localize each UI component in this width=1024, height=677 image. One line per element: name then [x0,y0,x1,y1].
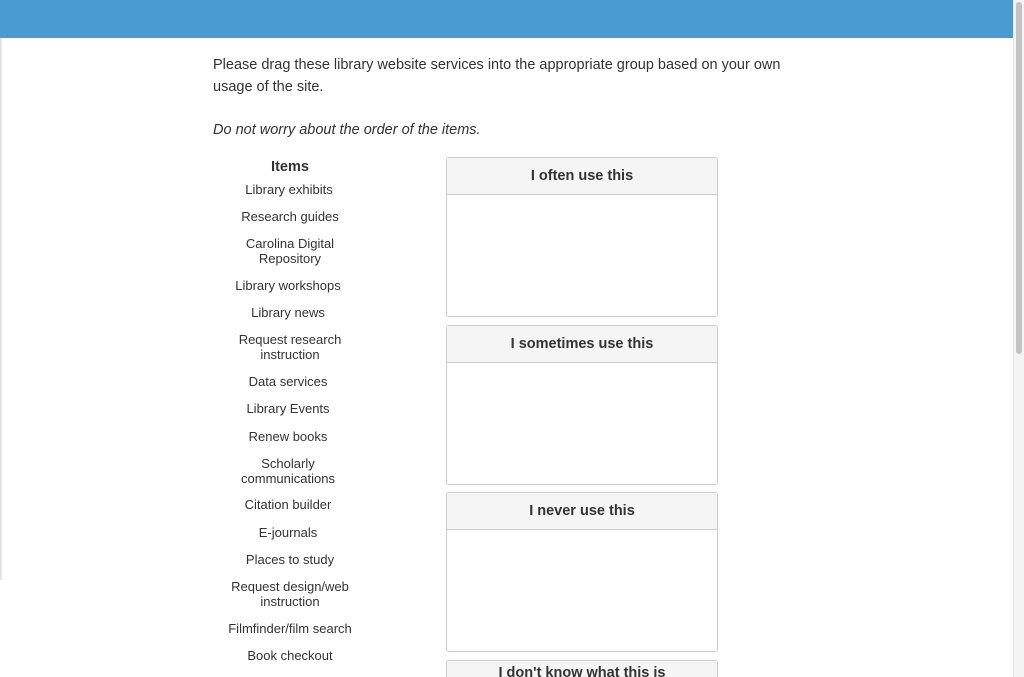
drag-item-request-research-instruction[interactable]: Request research instruction [238,332,342,362]
drag-item-scholarly-communications[interactable]: Scholarly communications [241,456,335,486]
top-header-bar [0,0,1013,38]
items-heading: Items [271,159,309,175]
drag-item-citation-builder[interactable]: Citation builder [244,497,332,512]
group-sometimes [446,325,718,485]
drag-item-library-news[interactable]: Library news [251,305,325,320]
group-never-dropzone[interactable] [447,530,717,652]
group-dont-know-header: I don't know what this is [447,660,717,677]
drag-item-library-workshops[interactable]: Library workshops [235,278,341,293]
group-often-dropzone[interactable] [447,195,717,317]
left-edge-shadow [0,38,3,580]
instructions-text: Please drag these library website services into the appropriate group based on your own usage of the site. [213,57,781,95]
drag-item-book-checkout[interactable]: Book checkout [247,648,333,663]
group-often-header: I often use this [447,158,717,195]
drag-item-carolina-digital-repository[interactable]: Carolina Digital Repository [245,236,335,266]
instructions-note: Do not worry about the order of the items. [213,122,481,138]
group-never-header: I never use this [447,493,717,530]
drag-item-request-design-web-instruction[interactable]: Request design/web instruction [231,579,349,609]
group-dont-know [446,660,718,677]
drag-item-data-services[interactable]: Data services [248,374,328,389]
scrollbar-thumb[interactable] [1016,2,1022,354]
group-often [446,157,718,317]
drag-item-places-to-study[interactable]: Places to study [245,552,335,567]
drag-item-filmfinder-film-search[interactable]: Filmfinder/film search [228,621,352,636]
group-sometimes-header: I sometimes use this [447,326,717,363]
drag-item-library-exhibits[interactable]: Library exhibits [245,182,333,197]
drag-item-research-guides[interactable]: Research guides [241,209,339,224]
drag-item-renew-books[interactable]: Renew books [248,429,328,444]
group-never [446,492,718,652]
group-sometimes-dropzone[interactable] [447,363,717,485]
drag-item-library-events[interactable]: Library Events [246,401,330,416]
drag-item-e-journals[interactable]: E-journals [258,525,318,540]
